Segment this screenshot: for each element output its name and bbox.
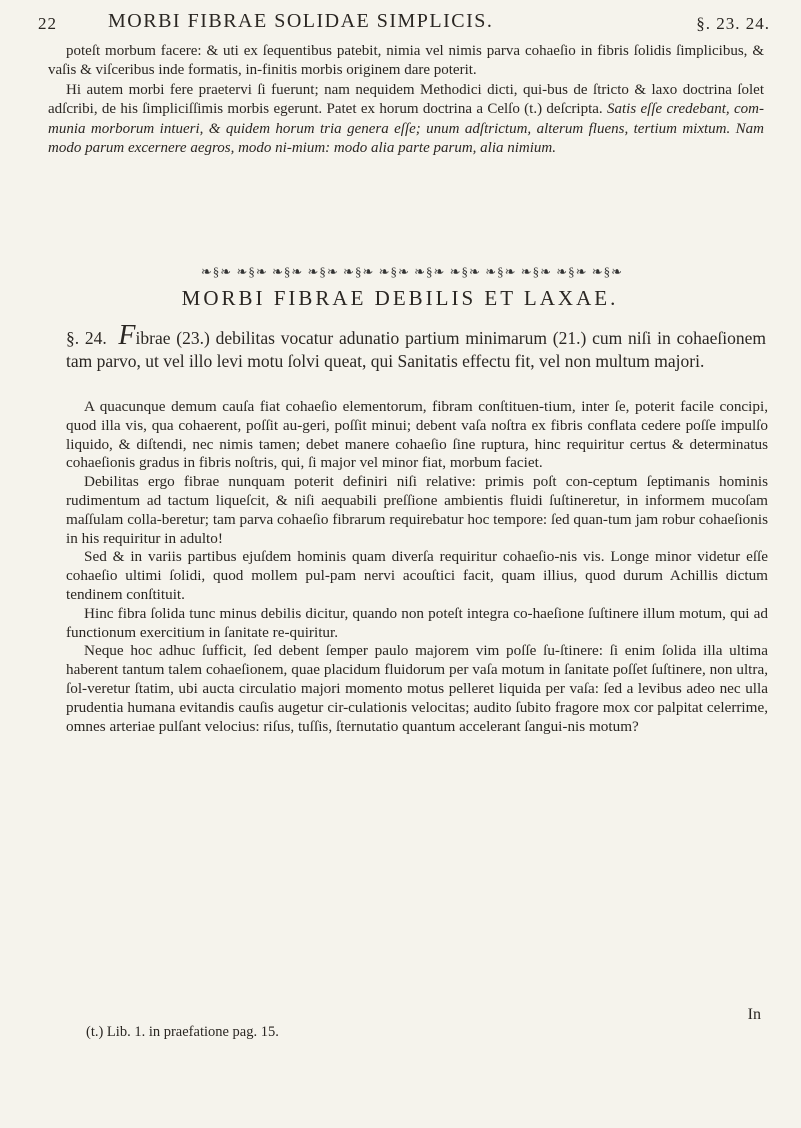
definition-text: ibrae (23.) debilitas vocatur adunatio partium minimarum (21.) cum niſi in cohaeſionem tam parvo, ut vel illo levi motu ſolvi queat, qui Sanitatis effectu fit, vel non multum majori.: [66, 328, 767, 371]
section-heading: MORBI FIBRAE DEBILIS ET LAXAE.: [181, 286, 619, 310]
section-mark: §. 24.: [66, 328, 107, 348]
intro-paragraph: [48, 42, 764, 158]
body-paragraph: Neque hoc adhuc ſufficit, ſed debent ſemper paulo majorem vim poſſe ſu-ſtinere: ſi enim ſolida illa ultima haberent tantum talem cohaeſionem, quae placidum fluidorum per vaſa motum in ſanitate poſſet ſuſtinere, non ultra, ſol-veretur ſtatim, ubi aucta circulatio majori momento motus pelleret liquida per vaſa: ſed a levibus adeo nec ulla prudentia humana evitandis cauſis augetur cir-culationis velocitas; audito ſubito fragore mox cor palpitat celerrime, omnes arteriae pulſant velocius: riſus, tuſſis, ſternutatio quantum accelerant ſangui-nis motum?: [66, 642, 768, 735]
running-head: [38, 10, 770, 42]
intro-text-2-container: [48, 81, 764, 159]
body-paragraph: Debilitas ergo fibrae nunquam poterit definiri niſi relative: primis poſt con-ceptum ſeptimanis hominis rudimentum ad tactum liqueſcit, & niſi aequabili preſſione ambientis fluidi ſuſtineretur, in informem mucoſam maſſulam colla-beretur; tam parva cohaeſio fibrarum requirebatur hoc tempore: ſed quan-tum jam robur cohaeſionis in his requiritur in adulto!: [66, 473, 768, 547]
ornamental-divider: ❧§❧ ❧§❧ ❧§❧ ❧§❧ ❧§❧ ❧§❧ ❧§❧ ❧§❧ ❧§❧ ❧§❧ ❧§❧ ❧§❧: [200, 264, 624, 279]
celsus-quote: Satis eſſe credebant, com-munia morborum intueri, & quidem horum tria genera eſſe; unum adſtrictum, alterum fluens, tertium mixtum. Nam modo parum excernere aegros, modo ni-mium: modo alia parte parum, alia nimium.: [48, 101, 765, 157]
initial-letter: F: [118, 320, 136, 351]
body-paragraph: A quacunque demum cauſa fiat cohaeſio elementorum, fibram conſtituen-tium, inter ſe, poterit facile concipi, quod illa vis, qua cohaerent, poſſit au-geri, poſſit minui; debent vaſa noſtra ex fibris conflata cedere poſſe impulſo liquido, & diſtendi, nec nimis tamen; debet manere cohaeſio ſine ruptura, hinc requiritur certus & determinatus cohaeſionis gradus in fibris noſtris, qui, ſi major vel minor fiat, morbum faciet.: [66, 398, 768, 472]
running-title: MORBI FIBRAE SOLIDAE SIMPLICIS.: [108, 10, 494, 32]
body-text: [66, 398, 768, 736]
body-paragraph: Sed & in variis partibus ejuſdem hominis quam diverſa requiritur cohaeſio-nis vis. Longe minor videtur eſſe cohaeſio ultimi ſolidi, quod mollem pul-pam nervi acouſtici facit, quam illius, quod durum Achillis dictum tendinem conſtituit.: [66, 548, 768, 603]
body-paragraph: Hinc fibra ſolida tunc minus debilis dicitur, quando non poteſt integra co-haeſione ſuſtinere illum motum, qui ad functionum exercitium in ſanitate re-quiritur.: [66, 604, 768, 641]
section-reference: §. 23. 24.: [696, 14, 770, 33]
page-number: 22: [38, 14, 57, 33]
intro-text-1: poteſt morbum facere: & uti ex ſequentibus patebit, nimia vel nimis parva cohaeſio in fibris ſolidis ſimplicibus, & vaſis & viſceribus inde formatis, in-finitis morbis originem dare poterit.: [48, 43, 764, 79]
footnote: (t.) Lib. 1. in praefatione pag. 15.: [86, 1024, 279, 1040]
definition-paragraph: [66, 320, 767, 373]
intro-text-2: Hi autem morbi fere praetervi ſi fuerunt; nam nequidem Methodici dicti, qui-bus de ſtricto & laxo doctrina ſolet adſcribi, de his ſimpliciſſimis morbis egerunt. Patet ex horum doctrina a Celſo (t.) deſcripta.: [48, 81, 764, 118]
catchword: In: [747, 1006, 761, 1023]
